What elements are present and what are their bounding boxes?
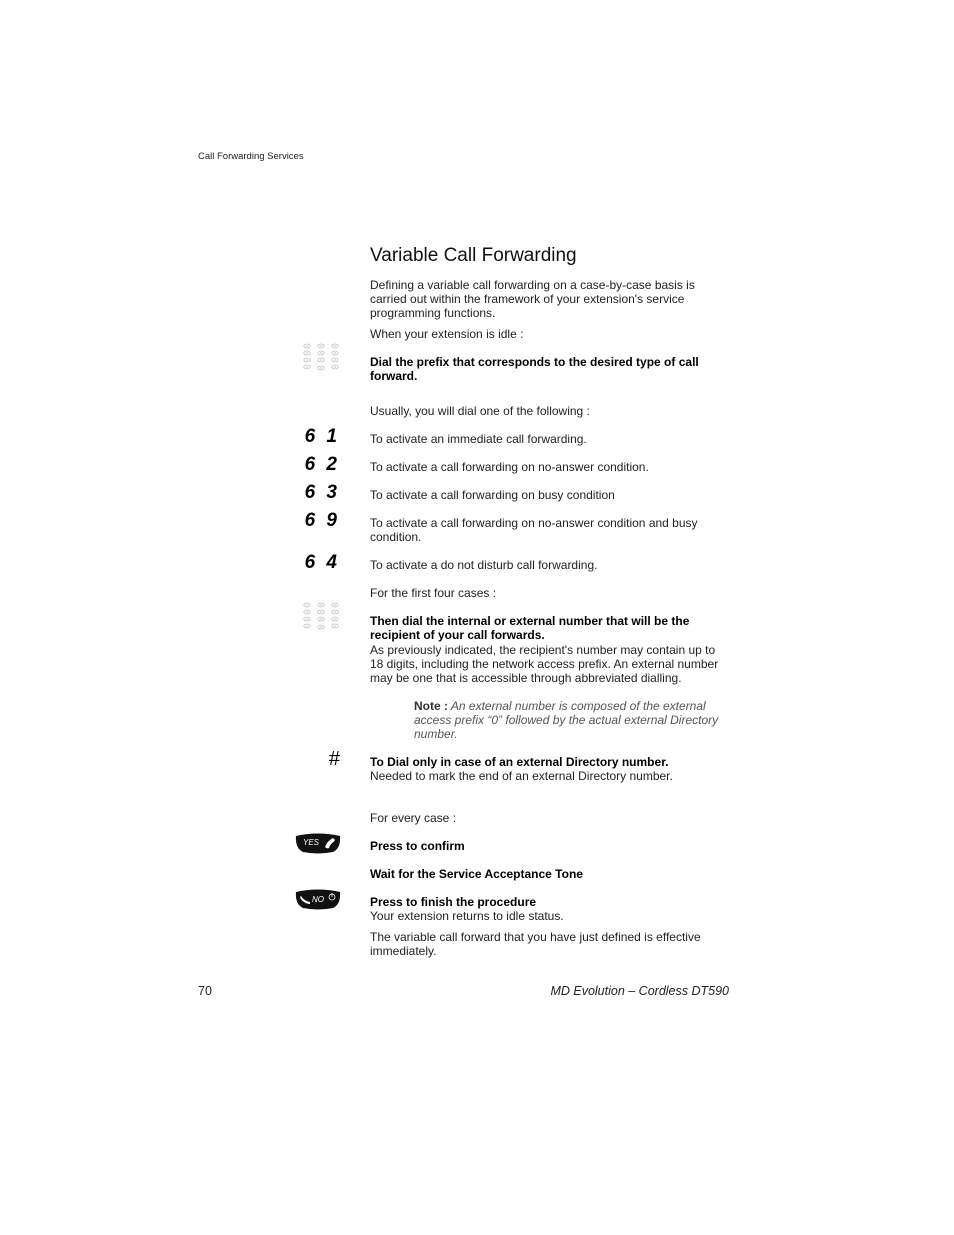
prefix-desc-62: To activate a call forwarding on no-answer condition. xyxy=(370,460,649,474)
note-label: Note : xyxy=(414,699,448,713)
step-hash: To Dial only in case of an external Directory number. xyxy=(370,755,669,769)
effective-paragraph: The variable call forward that you have just defined is effective immediately. xyxy=(370,930,701,958)
page-title: Variable Call Forwarding xyxy=(370,245,577,266)
no-key-label: NO xyxy=(312,895,324,904)
first-four-cases-text: For the first four cases : xyxy=(370,586,497,600)
keypad-icon xyxy=(302,602,340,632)
hash-info: Needed to mark the end of an external Directory number. xyxy=(370,769,673,783)
usually-text: Usually, you will dial one of the following : xyxy=(370,404,590,418)
prefix-desc-69: To activate a call forwarding on no-answer condition and busy condition. xyxy=(370,516,698,544)
yes-key-label: YES xyxy=(303,838,320,847)
intro-paragraph: Defining a variable call forwarding on a case-by-case basis is carried out within the framework of your extension's service programming functions. xyxy=(370,278,695,320)
step-dial-number: Then dial the internal or external number that will be the recipient of your call forwards. xyxy=(370,614,690,642)
number-info-paragraph: As previously indicated, the recipient's number may contain up to 18 digits, including the network access prefix. An external number may be one that is accessible through abbreviated dialling. xyxy=(370,643,719,685)
idle-condition-text: When your extension is idle : xyxy=(370,327,524,341)
step-confirm: Press to confirm xyxy=(370,839,465,853)
step-finish: Press to finish the procedure xyxy=(370,895,537,909)
note-text: An external number is composed of the external access prefix “0” followed by the actual external Directory number. xyxy=(414,699,719,741)
running-header: Call Forwarding Services xyxy=(198,151,304,162)
product-name: MD Evolution – Cordless DT590 xyxy=(550,984,729,998)
step-wait-tone: Wait for the Service Acceptance Tone xyxy=(370,867,583,881)
page-number: 70 xyxy=(198,984,212,998)
prefix-code-62: 6 2 xyxy=(304,454,340,475)
prefix-code-69: 6 9 xyxy=(304,510,340,531)
step-dial-prefix: Dial the prefix that corresponds to the desired type of call forward. xyxy=(370,355,699,383)
hash-key-symbol: # xyxy=(328,748,340,770)
prefix-code-63: 6 3 xyxy=(304,482,340,503)
note-block xyxy=(414,699,729,741)
prefix-code-64: 6 4 xyxy=(304,552,340,573)
prefix-desc-61: To activate an immediate call forwarding. xyxy=(370,432,587,446)
prefix-desc-63: To activate a call forwarding on busy condition xyxy=(370,488,615,502)
every-case-text: For every case : xyxy=(370,811,457,825)
idle-return-text: Your extension returns to idle status. xyxy=(370,909,564,923)
prefix-code-61: 6 1 xyxy=(304,426,340,447)
no-key-icon xyxy=(295,888,341,910)
yes-key-icon xyxy=(295,832,341,854)
prefix-desc-64: To activate a do not disturb call forwarding. xyxy=(370,558,598,572)
keypad-icon xyxy=(302,343,340,373)
